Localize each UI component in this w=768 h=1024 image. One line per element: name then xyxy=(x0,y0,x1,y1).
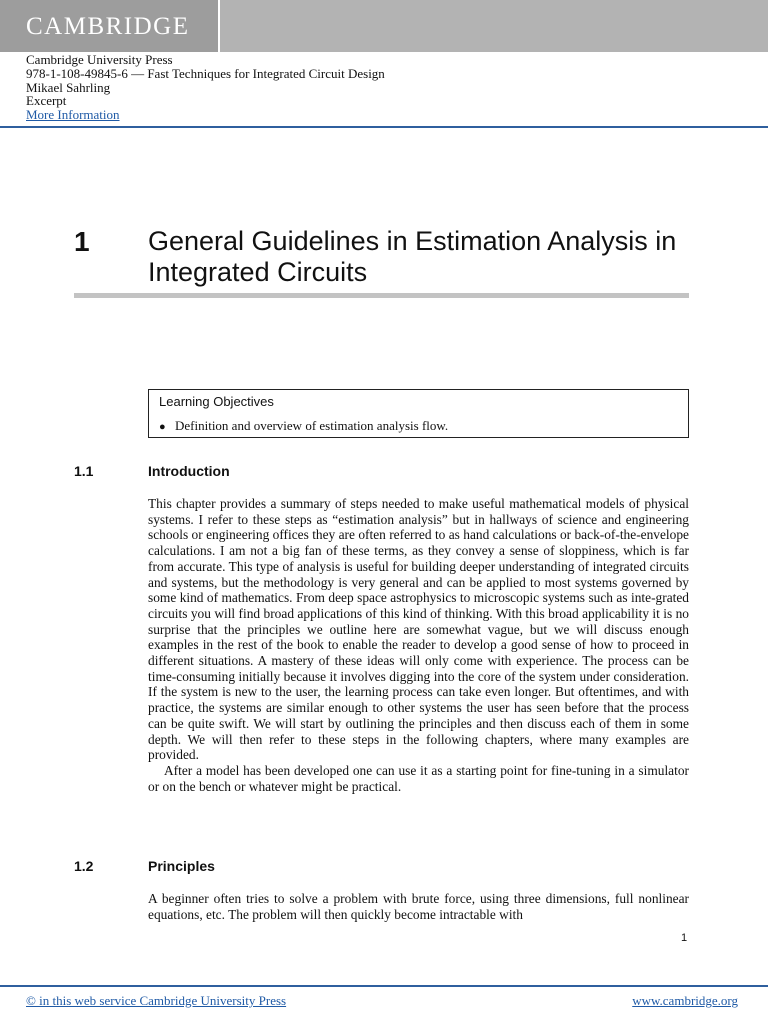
excerpt-label: Excerpt xyxy=(26,93,67,109)
bullet-icon: ● xyxy=(159,421,166,433)
learning-objectives-heading: Learning Objectives xyxy=(159,394,274,409)
author-name: Mikael Sahrling xyxy=(26,79,111,95)
paragraph: A beginner often tries to solve a problem with brute force, using three dimensions, full nonlinear equations, etc. The problem will then quickly become intractable with xyxy=(148,891,689,922)
section-number: 1.1 xyxy=(74,463,94,479)
chapter-number: 1 xyxy=(74,226,90,257)
page-number: 1 xyxy=(681,932,688,944)
section-number: 1.2 xyxy=(74,858,94,874)
section-title: Principles xyxy=(148,858,215,874)
chapter-rule xyxy=(74,293,689,298)
top-banner xyxy=(0,0,768,52)
objective-item xyxy=(159,418,448,434)
logo-text: CAMBRIDGE xyxy=(26,13,190,40)
paragraph: After a model has been developed one can use it as a starting point for fine-tuning in a simulator or on the bench or whatever might be practical. xyxy=(148,762,689,794)
footer-divider xyxy=(0,985,768,987)
header-divider xyxy=(0,126,768,128)
section-title: Introduction xyxy=(148,463,230,479)
learning-objectives-box xyxy=(148,389,689,438)
section-body xyxy=(148,891,689,922)
publisher-name: Cambridge University Press xyxy=(26,52,173,67)
copyright-link[interactable]: © in this web service Cambridge University Press xyxy=(26,993,287,1008)
section-body xyxy=(148,496,689,794)
isbn-title: 978-1-108-49845-6 — Fast Techniques for Integrated Circuit Design xyxy=(26,65,385,81)
more-information-link[interactable]: More Information xyxy=(26,107,120,123)
paragraph: This chapter provides a summary of steps needed to make useful mathematical models of physical systems. I refer to these steps as “estimation analysis” but in hallways of science and engineering schools or engineering offices they are often referred to as hand calculations or back-of-the-envelope calculations. I am not a big fan of these terms, as they convey a sense of sloppiness, which is far from accurate. This type of analysis is useful for building deeper understanding of integrated circuits and systems, but the methodology is very general and can be applied to most systems governed by some kind of mathematics. From deep space astrophysics to microscopic systems such as inte-grated circuits you will find broad applications of this kind of thinking. With this broad applicability it is no surprise that the principles we outline here are somewhat vague, but we will discuss enough examples in the rest of the book to enable the reader to develop a good sense of how to proceed in different situations. A mastery of these ideas will only come with experience. The process can be time-consuming initially because it involves digging into the core of the system under consideration. If the system is new to the user, the learning process can take even longer. But oftentimes, and with practice, the systems are similar enough to other systems the user has seen before that the process can be quite swift. We will start by outlining the principles and then discuss each of them in some depth. We will then refer to these steps in the following chapters, where many examples are provided. xyxy=(148,496,689,763)
cambridge-logo[interactable] xyxy=(0,0,220,52)
website-link[interactable]: www.cambridge.org xyxy=(632,993,738,1008)
objective-text: Definition and overview of estimation analysis flow. xyxy=(175,418,449,433)
book-meta xyxy=(26,53,385,122)
chapter-title: General Guidelines in Estimation Analysis in Integrated Circuits xyxy=(148,226,677,287)
